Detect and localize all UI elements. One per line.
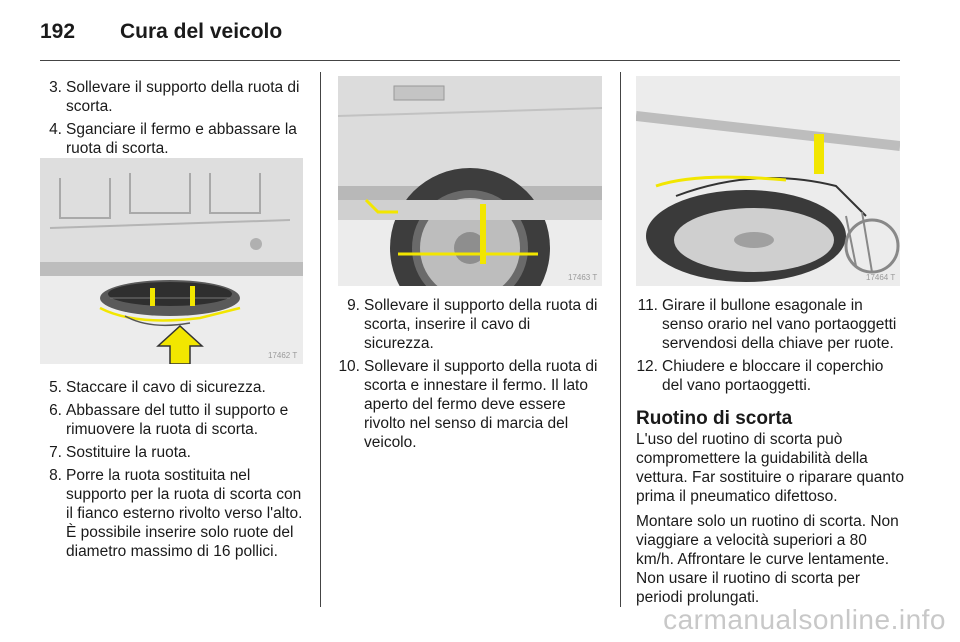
step-item: 4. Sganciare il fermo e abbassare la ruota di scorta.: [49, 121, 297, 157]
page-number: 192: [40, 20, 76, 43]
step-item: 6. Abbassare del tutto il supporto e rimuovere la ruota di scorta.: [49, 402, 289, 438]
steps-list-col2: [338, 296, 604, 452]
column-2: [338, 296, 604, 456]
figure-spare-wheel-raise: [338, 76, 602, 286]
figure-code-1: 17462 T: [268, 351, 298, 360]
steps-list-bottom: [40, 378, 308, 561]
step-item: 8. Porre la ruota sostituita nel supporto per la ruota di scorta con il fianco esterno rivolto verso l'alto. È possibile inserire solo ruote del diametro massimo di 16 pollici.: [49, 467, 303, 560]
step-item: 11. Girare il bullone esagonale in senso orario nel vano portaoggetti servendosi della chiave per ruote.: [637, 297, 897, 352]
steps-list-col3: [636, 296, 906, 395]
paragraph: L'uso del ruotino di scorta può compromettere la guidabilità della vettura. Far sostituire o riparare quanto prima il pneumatico difettoso.: [636, 431, 904, 505]
column-1-bottom: [40, 378, 308, 565]
column-3: [636, 296, 906, 613]
page-title: Cura del veicolo: [120, 20, 283, 43]
step-item: 9. Sollevare il supporto della ruota di scorta, inserire il cavo di sicurezza.: [347, 297, 598, 352]
steps-list-top: [40, 78, 308, 158]
figure-spare-wheel-release: [40, 158, 303, 364]
step-item: 12. Chiudere e bloccare il coperchio del vano portaoggetti.: [636, 358, 884, 394]
figure-code-2: 17463 T: [568, 273, 598, 282]
column-divider-1: [320, 72, 321, 607]
step-item: 5. Staccare il cavo di sicurezza.: [49, 379, 266, 396]
step-item: 10. Sollevare il supporto della ruota di scorta e innestare il fermo. Il lato aperto del fermo deve essere rivolto nel senso di marcia del veicolo.: [338, 358, 598, 451]
step-item: 3. Sollevare il supporto della ruota di scorta.: [49, 79, 300, 115]
paragraph: Montare solo un ruotino di scorta. Non viaggiare a velocità superiori a 80 km/h. Affrontare le curve lentamente. Non usare il ruotino di scorta per periodi prolungati.: [636, 513, 899, 606]
header-rule: [40, 60, 900, 61]
column-1: [40, 78, 308, 162]
section-title: Ruotino di scorta: [636, 408, 793, 429]
column-divider-2: [620, 72, 621, 607]
step-item: 7. Sostituire la ruota.: [49, 444, 191, 461]
figure-code-3: 17464 T: [866, 273, 896, 282]
figure-spare-wheel-bolt: [636, 76, 900, 286]
watermark-link[interactable]: carmanualsonline.info: [663, 604, 946, 635]
